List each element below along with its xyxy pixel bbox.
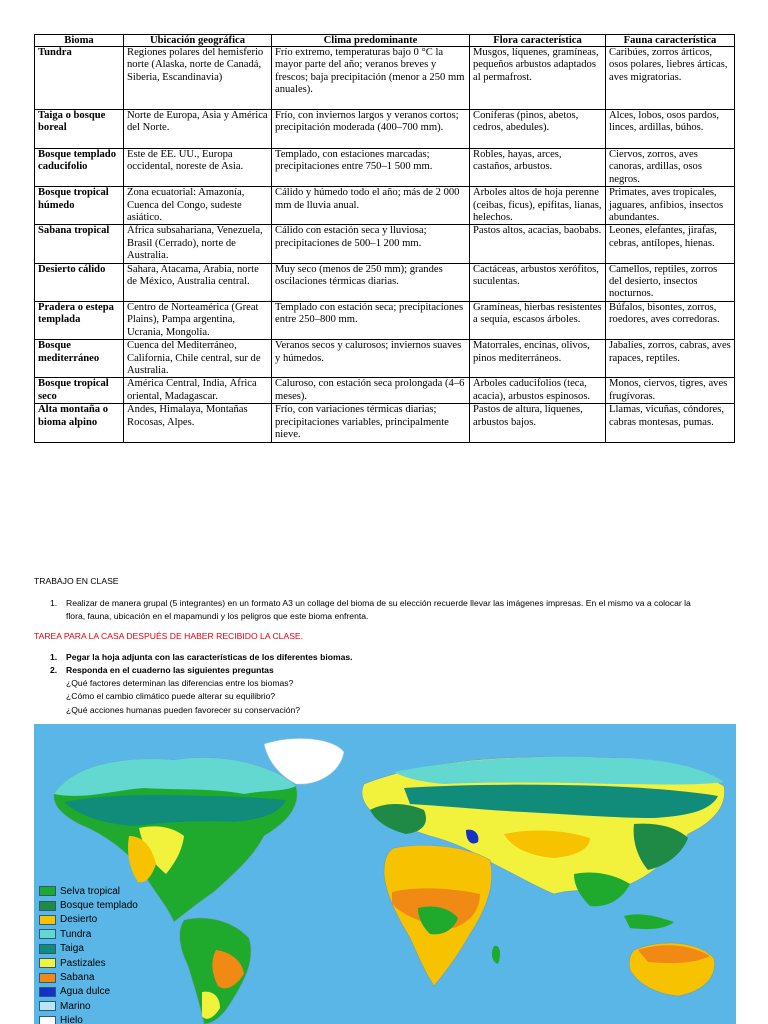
cell-bioma: Taiga o bosque boreal	[35, 110, 124, 149]
cell-ubicacion: Norte de Europa, Asia y América del Norte.	[124, 110, 272, 149]
cell-flora: Musgos, líquenes, gramíneas, pequeños arbustos adaptados al permafrost.	[470, 47, 606, 110]
cell-flora: Árboles altos de hoja perenne (ceibas, ficus), epífitas, lianas, helechos.	[470, 187, 606, 225]
cell-flora: Matorrales, encinas, olivos, pinos mediterráneos.	[470, 340, 606, 378]
legend-item	[39, 942, 138, 956]
legend-label: Selva tropical	[60, 885, 121, 897]
legend-swatch	[39, 958, 56, 968]
cell-fauna: Jabalíes, zorros, cabras, aves rapaces, reptiles.	[606, 340, 735, 378]
madagascar	[492, 946, 500, 964]
cell-flora: Coníferas (pinos, abetos, cedros, abedules).	[470, 110, 606, 149]
legend-swatch	[39, 987, 56, 997]
tarea-title: TAREA PARA LA CASA DESPUÉS DE HABER RECIBIDO LA CLASE.	[34, 631, 304, 641]
cell-fauna: Búfalos, bisontes, zorros, roedores, aves corredoras.	[606, 301, 735, 339]
legend-item	[39, 999, 138, 1013]
table-row	[35, 47, 735, 110]
eurasia-tundra	[394, 757, 724, 785]
tarea-item1: Pegar la hoja adjunta con las características de los diferentes biomas.	[66, 652, 353, 662]
legend-label: Sabana	[60, 972, 95, 984]
legend-item	[39, 913, 138, 927]
cell-bioma: Bosque mediterráneo	[35, 340, 124, 378]
cell-bioma: Sabana tropical	[35, 225, 124, 263]
legend-swatch	[39, 901, 56, 911]
cell-fauna: Camellos, reptiles, zorros del desierto, insectos nocturnos.	[606, 263, 735, 301]
legend-label: Bosque templado	[60, 900, 138, 912]
world-biome-map	[34, 724, 736, 1024]
legend-label: Marino	[60, 1000, 91, 1012]
question-1: ¿Qué factores determinan las diferencias entre los biomas?	[66, 678, 294, 688]
header-fauna: Fauna característica	[606, 35, 735, 47]
world-map-graphic	[34, 724, 736, 1024]
legend-item	[39, 970, 138, 984]
cell-clima: Templado con estación seca; precipitaciones entre 250–800 mm.	[272, 301, 470, 339]
cell-flora: Pastos altos, acacias, baobabs.	[470, 225, 606, 263]
cell-clima: Frío, con variaciones térmicas diarias; precipitaciones variables, principalmente nieve.	[272, 404, 470, 442]
legend-item	[39, 927, 138, 941]
cell-ubicacion: África subsahariana, Venezuela, Brasil (Cerrado), norte de Australia.	[124, 225, 272, 263]
cell-bioma: Alta montaña o bioma alpino	[35, 404, 124, 442]
cell-ubicacion: Centro de Norteamérica (Great Plains), Pampa argentina, Ucrania, Mongolia.	[124, 301, 272, 339]
legend-swatch	[39, 886, 56, 896]
cell-fauna: Monos, ciervos, tigres, aves frugívoras.	[606, 378, 735, 404]
cell-fauna: Llamas, vicuñas, cóndores, cabras montesas, pumas.	[606, 404, 735, 442]
cell-fauna: Caribúes, zorros árticos, osos polares, liebres árticas, aves migratorias.	[606, 47, 735, 110]
cell-bioma: Pradera o estepa templada	[35, 301, 124, 339]
cell-ubicacion: Regiones polares del hemisferio norte (Alaska, norte de Canadá, Siberia, Escandinavia)	[124, 47, 272, 110]
legend-label: Agua dulce	[60, 986, 111, 998]
table-row	[35, 149, 735, 187]
cell-ubicacion: América Central, India, África oriental, Madagascar.	[124, 378, 272, 404]
header-ubicacion: Ubicación geográfica	[124, 35, 272, 47]
cell-flora: Pastos de altura, líquenes, arbustos bajos.	[470, 404, 606, 442]
cell-clima: Muy seco (menos de 250 mm); grandes oscilaciones térmicas diarias.	[272, 263, 470, 301]
table-row	[35, 225, 735, 263]
europe-temperate-forest	[370, 804, 426, 834]
cell-clima: Templado, con estaciones marcadas; precipitaciones entre 750–1 500 mm.	[272, 149, 470, 187]
table-row	[35, 110, 735, 149]
southeast-asia-islands	[624, 914, 674, 929]
legend-label: Desierto	[60, 914, 98, 926]
legend-swatch	[39, 973, 56, 983]
table-row	[35, 187, 735, 225]
cell-clima: Cálido con estación seca y lluviosa; precipitaciones de 500–1 200 mm.	[272, 225, 470, 263]
cell-fauna: Alces, lobos, osos pardos, linces, ardillas, búhos.	[606, 110, 735, 149]
trabajo-item-number: 1.	[50, 598, 58, 608]
cell-flora: Robles, hayas, arces, castaños, arbustos.	[470, 149, 606, 187]
cell-clima: Frío, con inviernos largos y veranos cortos; precipitación moderada (400–700 mm).	[272, 110, 470, 149]
trabajo-item-line1: Realizar de manera grupal (5 integrantes) en un formato A3 un collage del bioma de su elección recuerde llevar las imágenes impresas. En el mismo va a colocar la	[66, 598, 691, 608]
cell-fauna: Primates, aves tropicales, jaguares, anfibios, insectos abundantes.	[606, 187, 735, 225]
cell-clima: Cálido y húmedo todo el año; más de 2 000 mm de lluvia anual.	[272, 187, 470, 225]
tarea-item2: Responda en el cuaderno las siguientes preguntas	[66, 665, 274, 675]
cell-bioma: Tundra	[35, 47, 124, 110]
table-row	[35, 301, 735, 339]
legend-item	[39, 1014, 138, 1024]
legend-item	[39, 884, 138, 898]
trabajo-title: TRABAJO EN CLASE	[34, 576, 119, 586]
table-row	[35, 404, 735, 442]
cell-flora: Gramíneas, hierbas resistentes a sequía, escasos árboles.	[470, 301, 606, 339]
legend-swatch	[39, 929, 56, 939]
cell-clima: Caluroso, con estación seca prolongada (4–6 meses).	[272, 378, 470, 404]
map-legend	[39, 884, 138, 1024]
question-3: ¿Qué acciones humanas pueden favorecer su conservación?	[66, 705, 301, 715]
legend-label: Hielo	[60, 1015, 83, 1024]
cell-clima: Veranos secos y calurosos; inviernos suaves y húmedos.	[272, 340, 470, 378]
tarea-item1-number: 1.	[50, 652, 58, 662]
cell-bioma: Bosque templado caducifolio	[35, 149, 124, 187]
legend-label: Pastizales	[60, 957, 106, 969]
table-row	[35, 263, 735, 301]
trabajo-item-line2: flora, fauna, ubicación en el mapamundi y los peligros que este bioma enfrenta.	[66, 611, 369, 621]
legend-item	[39, 956, 138, 970]
question-2: ¿Cómo el cambio climático puede alterar su equilibrio?	[66, 691, 276, 701]
cell-fauna: Leones, elefantes, jirafas, cebras, antílopes, hienas.	[606, 225, 735, 263]
cell-bioma: Desierto cálido	[35, 263, 124, 301]
header-flora: Flora característica	[470, 35, 606, 47]
cell-clima: Frío extremo, temperaturas bajo 0 °C la mayor parte del año; veranos breves y frescos; baja precipitación (menor a 250 mm anuales).	[272, 47, 470, 110]
biome-table	[34, 34, 735, 443]
legend-swatch	[39, 1016, 56, 1024]
header-bioma: Bioma	[35, 35, 124, 47]
table-row	[35, 340, 735, 378]
legend-swatch	[39, 915, 56, 925]
legend-swatch	[39, 1001, 56, 1011]
legend-item	[39, 898, 138, 912]
cell-ubicacion: Este de EE. UU., Europa occidental, noreste de Asia.	[124, 149, 272, 187]
header-clima: Clima predominante	[272, 35, 470, 47]
cell-fauna: Ciervos, zorros, aves canoras, ardillas, osos negros.	[606, 149, 735, 187]
legend-item	[39, 985, 138, 999]
table-header-row	[35, 35, 735, 47]
cell-bioma: Bosque tropical seco	[35, 378, 124, 404]
tarea-item2-number: 2.	[50, 665, 58, 675]
legend-label: Tundra	[60, 928, 92, 940]
cell-ubicacion: Cuenca del Mediterráneo, California, Chile central, sur de Australia.	[124, 340, 272, 378]
cell-ubicacion: Sahara, Atacama, Arabia, norte de México, Australia central.	[124, 263, 272, 301]
cell-flora: Árboles caducifolios (teca, acacia), arbustos espinosos.	[470, 378, 606, 404]
cell-bioma: Bosque tropical húmedo	[35, 187, 124, 225]
cell-ubicacion: Zona ecuatorial: Amazonía, Cuenca del Congo, sudeste asiático.	[124, 187, 272, 225]
table-row	[35, 378, 735, 404]
cell-flora: Cactáceas, arbustos xerófitos, suculentas.	[470, 263, 606, 301]
cell-ubicacion: Andes, Himalaya, Montañas Rocosas, Alpes.	[124, 404, 272, 442]
legend-label: Taiga	[60, 943, 84, 955]
legend-swatch	[39, 944, 56, 954]
